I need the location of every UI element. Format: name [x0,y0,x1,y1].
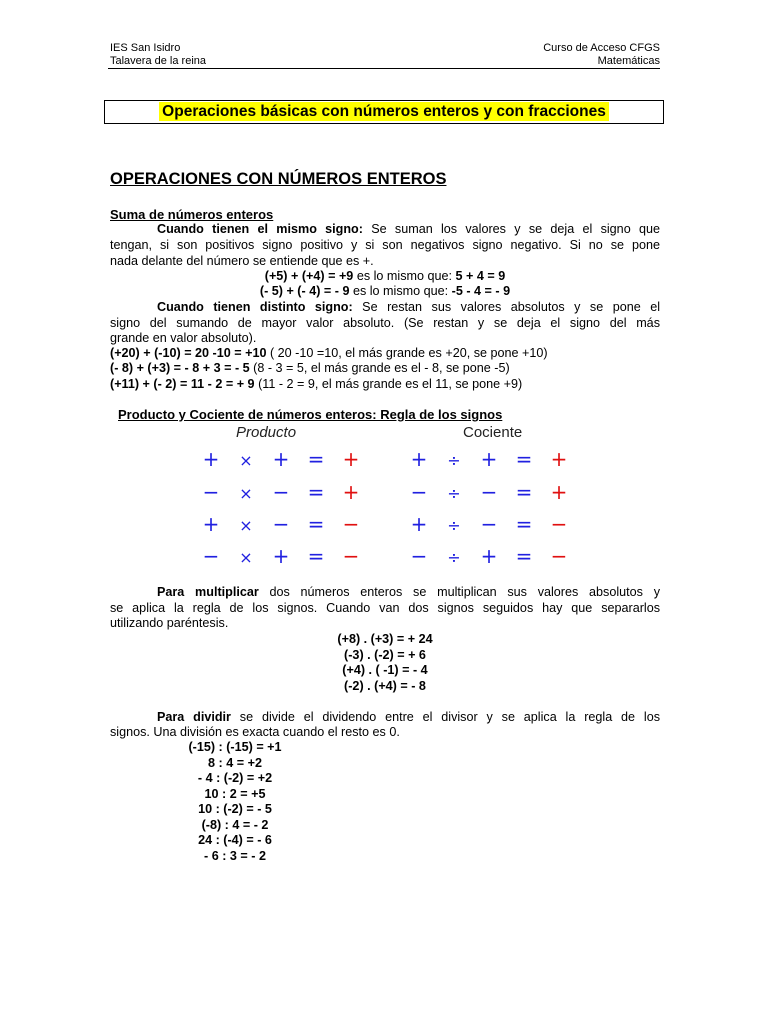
sign-cell: × [239,484,253,503]
div-example: 10 : 2 = +5 [204,786,266,801]
sign-cell: ÷ [447,516,461,535]
sign-cell: = [515,544,533,568]
sign-cell: − [550,544,568,568]
sign-cell: = [515,512,533,536]
rule-ex3-note: (11 - 2 = 9, el más grande es el 11, se pone +9) [258,377,523,391]
suma-ex2-mid: es lo mismo que: [352,284,449,298]
sign-cell: + [202,447,220,471]
suma-ex1-expr: (+5) + (+4) = +9 [264,269,354,283]
mult-example: (+4) . ( -1) = - 4 [342,663,428,677]
suma-example-1 [110,269,660,285]
suma-rule-example-3 [110,377,522,393]
suma-example-2 [110,284,660,300]
div-example: (-8) : 4 = - 2 [201,817,269,832]
document-title: Operaciones básicas con números enteros y con fracciones [159,102,609,121]
sign-cell: − [272,480,290,504]
dividir-line1 [110,710,660,726]
suma-mismo-bold: Cuando tienen el mismo signo: [157,222,363,236]
sign-cell: + [550,480,568,504]
suma-distinto-line3: grande en valor absoluto). [110,331,257,345]
sign-cell: − [342,544,360,568]
div-example: 24 : (-4) = - 6 [198,833,272,847]
sign-cell: + [202,512,220,536]
section-title: OPERACIONES CON NÚMEROS ENTEROS [110,170,447,188]
div-example: (-15) : (-15) = +1 [188,740,282,754]
suma-ex1-mid: es lo mismo que: [356,269,453,283]
header-city: Talavera de la reina [110,55,207,67]
multiplicar-line2: se aplica la regla de los signos. Cuando van dos signos seguidos hay que separarlos [110,601,660,615]
dividir-examples [160,740,310,864]
sign-cell: + [342,480,360,504]
div-example: 10 : (-2) = - 5 [198,802,272,816]
sign-cell: = [515,480,533,504]
sign-cell: × [239,516,253,535]
sign-cell: ÷ [447,548,461,567]
sign-cell: = [307,512,325,536]
sign-cell: + [480,447,498,471]
sign-cell: − [480,512,498,536]
header-school: IES San Isidro [110,42,181,54]
suma-distinto-line1 [110,300,660,316]
sign-cell: − [410,544,428,568]
header-subject: Matemáticas [597,55,660,67]
rule-ex2-expr: (- 8) + (+3) = - 8 + 3 = - 5 [110,361,250,375]
dividir-line2: signos. Una división es exacta cuando el resto es 0. [110,725,400,739]
suma-distinto-line2: signo del sumando de mayor valor absoluto. (Se restan y se deja el signo del más [110,316,660,330]
multiplicar-line1 [110,585,660,601]
multiplicar-bold: Para multiplicar [157,585,259,599]
suma-ex2-expr: (- 5) + (- 4) = - 9 [259,284,350,298]
suma-mismo-text1: Se suman los valores y se deja el signo que [371,222,660,236]
header-divider [108,68,660,69]
producto-label: Producto [236,424,297,441]
suma-ex1-result: 5 + 4 = 9 [455,269,506,283]
sign-cell: + [410,512,428,536]
rule-ex3-expr: (+11) + (- 2) = 11 - 2 = + 9 [110,377,255,391]
suma-rule-example-1 [110,346,548,362]
rule-ex1-note: ( 20 -10 =10, el más grande es +20, se pone +10) [269,346,548,360]
sign-cell: = [307,480,325,504]
multiplicar-line3: utilizando paréntesis. [110,616,229,630]
suma-rule-example-2 [110,361,510,377]
suma-mismo-line2: tengan, si son positivos signo positivo y si son negativos signo negativo. Si no se pone [110,238,660,252]
mult-example: (-3) . (-2) = + 6 [344,647,426,662]
sign-cell: × [239,548,253,567]
sign-cell: ÷ [447,451,461,470]
suma-mismo-line1 [110,222,660,238]
rule-ex2-note: (8 - 3 = 5, el más grande es el - 8, se pone -5) [253,361,510,375]
suma-ex2-result: -5 - 4 = - 9 [451,284,511,298]
sign-cell: − [202,480,220,504]
rule-ex1-expr: (+20) + (-10) = 20 -10 = +10 [110,346,267,360]
signos-heading: Producto y Cociente de números enteros: Regla de los signos [118,407,503,422]
cociente-label: Cociente [463,424,523,441]
dividir-text1: se divide el dividendo entre el divisor y se aplica la regla de los [239,710,660,724]
multiplicar-text1: dos números enteros se multiplican sus valores absolutos y [269,585,660,599]
sign-cell: − [272,512,290,536]
mult-example: (+8) . (+3) = + 24 [337,632,433,646]
div-example: 8 : 4 = +2 [208,755,262,770]
document-title-box [104,100,664,124]
suma-heading: Suma de números enteros [110,207,274,222]
sign-cell: + [272,544,290,568]
suma-mismo-line3: nada delante del número se entiende que es +. [110,254,374,268]
dividir-bold: Para dividir [157,710,231,724]
sign-cell: × [239,451,253,470]
multiplicar-examples [260,632,510,694]
sign-cell: − [342,512,360,536]
sign-cell: + [410,447,428,471]
sign-cell: − [202,544,220,568]
header-course: Curso de Acceso CFGS [543,42,660,54]
sign-cell: = [307,544,325,568]
sign-cell: = [307,447,325,471]
sign-cell: − [550,512,568,536]
suma-distinto-bold: Cuando tienen distinto signo: [157,300,353,314]
mult-example: (-2) . (+4) = - 8 [344,678,426,693]
suma-distinto-text1: Se restan sus valores absolutos y se pone el [362,300,661,314]
sign-cell: + [342,447,360,471]
div-example: - 6 : 3 = - 2 [204,848,266,863]
sign-cell: ÷ [447,484,461,503]
div-example: - 4 : (-2) = +2 [197,771,273,785]
sign-cell: + [272,447,290,471]
sign-cell: = [515,447,533,471]
sign-cell: + [480,544,498,568]
sign-cell: − [480,480,498,504]
sign-cell: − [410,480,428,504]
sign-cell: + [550,447,568,471]
